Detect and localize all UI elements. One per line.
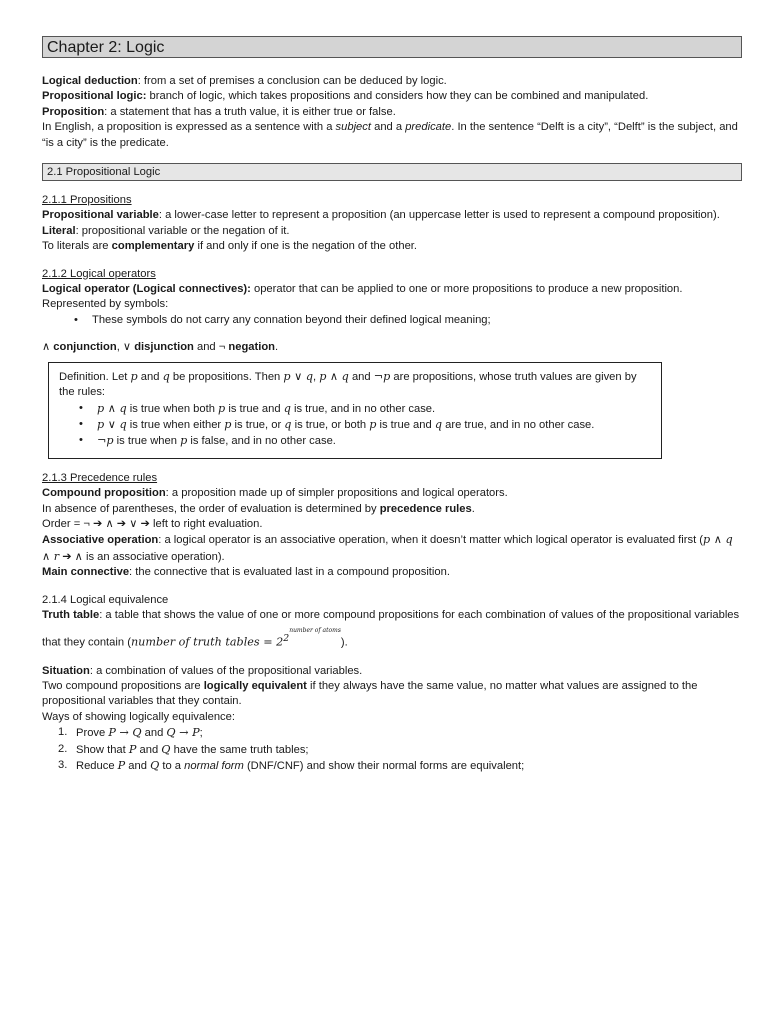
definition-text: : the connective that is evaluated last in a compound proposition. xyxy=(129,566,450,579)
definition-box xyxy=(48,362,662,459)
text: Two compound propositions are xyxy=(42,679,204,692)
literal-line xyxy=(42,224,742,239)
term: Propositional logic: xyxy=(42,90,147,103)
list-item: • These symbols do not carry any connation beyond their defined logical meaning; xyxy=(74,313,742,328)
term: Logical deduction xyxy=(42,75,138,87)
section-2-1-1 xyxy=(42,193,742,255)
text: Show that xyxy=(76,743,129,756)
text: Reduce xyxy=(76,759,118,772)
english-example xyxy=(42,120,742,151)
term: Literal xyxy=(42,224,76,237)
rule-disjunction xyxy=(79,417,651,433)
math: q xyxy=(162,369,170,383)
list-number: 1. xyxy=(58,726,68,739)
term: logically equivalent xyxy=(203,679,307,692)
math: q xyxy=(284,417,292,431)
definition-rules xyxy=(59,401,651,450)
text: . In the sentence “Delft is a city”, “Delft” is the subject, and “is a city” is the predicate. xyxy=(42,121,738,149)
term: Logical operator (Logical connectives): xyxy=(42,283,251,296)
chapter-title: Chapter 2: Logic xyxy=(42,36,742,58)
math: ¬p xyxy=(373,369,391,383)
list-number: 3. xyxy=(58,758,68,771)
document-page xyxy=(42,36,742,774)
intro-block xyxy=(42,74,742,151)
text: is true, or both xyxy=(291,418,370,431)
list-item xyxy=(58,742,742,758)
math: p xyxy=(369,417,377,431)
text: . xyxy=(471,502,475,515)
text: and xyxy=(141,727,167,740)
list-item xyxy=(58,725,742,741)
text: is true, or xyxy=(231,418,285,431)
math: p ∨ q xyxy=(283,369,313,383)
text: be propositions. Then xyxy=(169,370,284,383)
italic-term: normal form xyxy=(184,759,244,772)
term: Main connective xyxy=(42,566,130,579)
term: precedence rules xyxy=(379,502,472,515)
text: , xyxy=(313,370,320,383)
text: (DNF/CNF) and show their normal forms are equivalent; xyxy=(243,759,525,772)
text: and xyxy=(348,370,374,383)
math: q xyxy=(283,401,291,415)
equivalence-line xyxy=(42,679,742,710)
symbol: , ∨ xyxy=(116,341,135,354)
term: disjunction xyxy=(134,341,194,354)
term: Situation xyxy=(42,664,90,677)
definition-text: : from a set of premises a conclusion can be deduced by logic. xyxy=(137,75,447,87)
math: p ∧ q ∧ r xyxy=(42,533,733,563)
math: Q xyxy=(161,742,171,756)
text: ; xyxy=(199,727,203,740)
situation-line xyxy=(42,664,742,679)
term: Propositional variable xyxy=(42,209,159,222)
definition-text: : a statement that has a truth value, it is either true or false. xyxy=(104,105,396,118)
math: p ∧ q xyxy=(97,401,127,415)
main-connective-line xyxy=(42,565,742,580)
text: To literals are xyxy=(42,240,112,253)
proposition-line xyxy=(42,105,742,120)
math: P xyxy=(117,758,126,772)
definition-text: : propositional variable or the negation of it. xyxy=(75,224,290,237)
text: and xyxy=(137,370,163,383)
complementary-line xyxy=(42,239,742,254)
math: P xyxy=(128,742,137,756)
definition-text: : a logical operator is an associative operation, when it doesn’t matter which logical operator is evaluated first ( xyxy=(158,534,704,547)
term: conjunction xyxy=(53,341,117,354)
text: are true, and in no other case. xyxy=(442,418,595,431)
text: and a xyxy=(370,121,406,134)
text: is true and xyxy=(225,402,284,415)
section-2-1-4 xyxy=(42,593,742,775)
propositional-logic-line xyxy=(42,89,742,104)
associative-line xyxy=(42,532,742,565)
definition-text: : a proposition made up of simpler propositions and logical operators. xyxy=(165,487,508,500)
math: P → Q xyxy=(108,726,142,740)
text: Prove xyxy=(76,727,109,740)
text: . xyxy=(275,341,279,354)
section-2-1-2 xyxy=(42,267,742,459)
text: is false, and in no other case. xyxy=(187,435,336,448)
definition-text: : a lower-case letter to represent a proposition (an uppercase letter is used to represent a compound proposition). xyxy=(158,209,720,222)
term: Associative operation xyxy=(42,534,159,547)
math: p xyxy=(218,401,226,415)
term: complementary xyxy=(111,240,195,253)
term: Proposition xyxy=(42,105,105,118)
bullet-list xyxy=(42,313,742,328)
text: ). xyxy=(340,637,348,650)
subsection-heading: 2.1.3 Precedence rules xyxy=(42,471,158,484)
text: have the same truth tables; xyxy=(170,743,309,756)
definition-text: operator that can be applied to one or more propositions to produce a new proposition. Represented by symbols: xyxy=(42,283,683,311)
truth-table-line xyxy=(42,608,742,652)
compound-proposition-line xyxy=(42,486,742,501)
list-number: 2. xyxy=(58,742,68,755)
text: Definition. Let xyxy=(59,370,131,383)
subsection-heading: 2.1.1 Propositions xyxy=(42,194,132,207)
text: is true and xyxy=(376,418,435,431)
text: if they always have the same value, no matter what values are assigned to the propositional variables that they contain. xyxy=(42,679,698,708)
italic-term: subject xyxy=(335,121,371,134)
order-line: Order = ¬ ➔ ∧ ➔ ∨ ➔ left to right evaluation. xyxy=(42,517,263,530)
term: Truth table xyxy=(42,608,100,621)
text: In absence of parentheses, the order of evaluation is determined by xyxy=(42,502,380,515)
precedence-line xyxy=(42,502,742,517)
logical-deduction-line xyxy=(42,74,742,89)
math: q xyxy=(434,417,443,431)
math: number of truth tables = 2 xyxy=(130,636,284,650)
ways-line: Ways of showing logically equivalence: xyxy=(42,710,235,723)
math: number of atoms xyxy=(289,627,341,635)
text: and xyxy=(125,759,151,772)
operators-line xyxy=(42,340,742,355)
subsection-heading: 2.1.2 Logical operators xyxy=(42,267,156,280)
term: negation xyxy=(228,341,276,354)
definition-text: : a combination of values of the propositional variables. xyxy=(89,664,363,677)
math: p xyxy=(180,434,188,448)
italic-term: predicate xyxy=(405,121,452,134)
rule-negation xyxy=(79,433,651,449)
numbered-list xyxy=(42,725,742,774)
term: Compound proposition xyxy=(42,487,166,500)
text: are propositions, whose truth values are given by the rules: xyxy=(59,370,637,399)
rule-conjunction xyxy=(79,401,651,417)
subsection-heading: 2.1.4 Logical equivalence xyxy=(42,593,169,606)
math: p ∨ q xyxy=(97,417,127,431)
logical-operator-line xyxy=(42,282,742,313)
math: p xyxy=(130,369,138,383)
text: is true when xyxy=(113,435,181,448)
text: and xyxy=(136,743,162,756)
definition-intro xyxy=(59,369,651,401)
text: if and only if one is the negation of the other. xyxy=(194,240,418,253)
section-title: 2.1 Propositional Logic xyxy=(42,163,742,181)
text: to a xyxy=(159,759,185,772)
math: p xyxy=(224,417,232,431)
text: In English, a proposition is expressed as a sentence with a xyxy=(42,121,336,134)
exponent xyxy=(283,627,341,645)
list-item xyxy=(58,758,742,774)
symbol: ∧ xyxy=(42,341,54,354)
section-2-1-3 xyxy=(42,471,742,581)
propositional-variable-line xyxy=(42,208,742,223)
text: is true when either xyxy=(126,418,225,431)
math: Q xyxy=(150,758,160,772)
math: 2 xyxy=(283,633,290,645)
definition-text: : a table that shows the value of one or more compound propositions for each combination of values of the propositional variables that they contain ( xyxy=(42,608,740,650)
math: Q → P xyxy=(166,726,200,740)
math: ¬p xyxy=(97,434,114,448)
text: is true when both xyxy=(126,402,219,415)
math: p ∧ q xyxy=(319,369,349,383)
text: ➔ ∧ is an associative operation). xyxy=(59,550,225,563)
definition-text: branch of logic, which takes propositions and considers how they can be combined and manipulated. xyxy=(146,90,649,103)
symbol: and ¬ xyxy=(193,341,229,354)
text: is true, and in no other case. xyxy=(290,402,436,415)
